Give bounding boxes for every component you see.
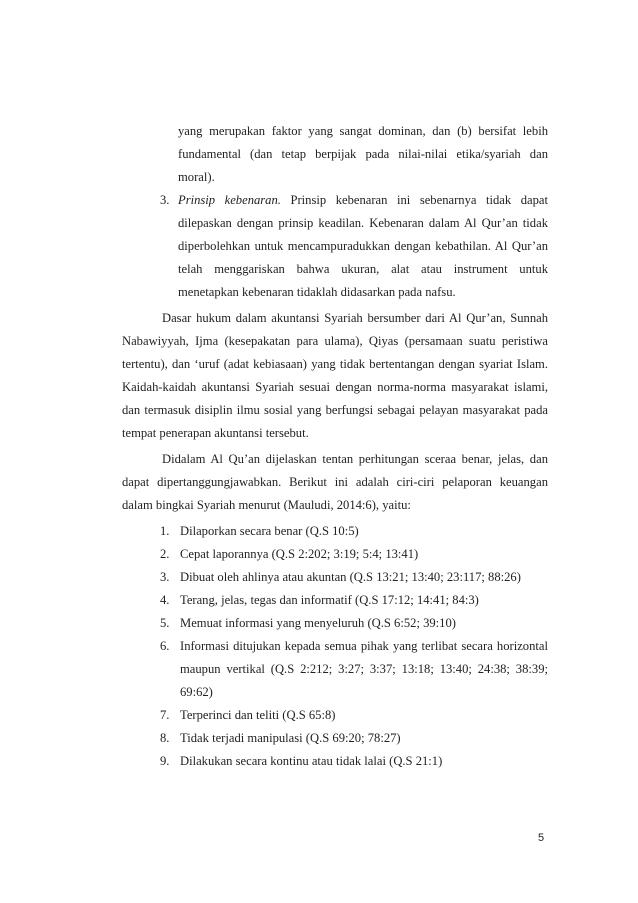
item3-line-1 bbox=[178, 192, 548, 208]
list-item-8-number: 8. bbox=[160, 731, 170, 745]
list-item-7: Terperinci dan teliti (Q.S 65:8) bbox=[180, 708, 336, 722]
para2-line-1: Didalam Al Qu’an dijelaskan tentan perhitungan sceraa benar, jelas, dan bbox=[162, 452, 548, 466]
list-item-2-number: 2. bbox=[160, 547, 170, 561]
page-number: 5 bbox=[538, 832, 545, 844]
list-item-7-number: 7. bbox=[160, 708, 170, 722]
para1-line-5: dan termasuk disiplin ilmu sosial yang berfungsi sebagai pelayan masyarakat pada bbox=[122, 403, 548, 417]
item3-first-rest: Prinsip kebenaran ini sebenarnya tidak dapat bbox=[280, 193, 548, 207]
cont-line-1: yang merupakan faktor yang sangat dominan, dan (b) bersifat lebih bbox=[178, 124, 548, 138]
list-item-6-line-3: 69:62) bbox=[180, 685, 213, 699]
list-item-5-number: 5. bbox=[160, 616, 170, 630]
para1-line-3: tertentu), dan ‘uruf (adat kebiasaan) yang tidak bertentangan dengan syariat Islam. bbox=[122, 357, 548, 371]
para1-line-6: tempat penerapan akuntansi tersebut. bbox=[122, 426, 309, 440]
list-item-5: Memuat informasi yang menyeluruh (Q.S 6:52; 39:10) bbox=[180, 616, 456, 630]
list-item-9-number: 9. bbox=[160, 754, 170, 768]
list-item-1: Dilaporkan secara benar (Q.S 10:5) bbox=[180, 524, 359, 538]
item3-line-3: diperbolehkan untuk mencampuradukkan dengan kebathilan. Al Qur’an bbox=[178, 239, 548, 253]
item3-line-4: telah menggariskan bahwa ukuran, alat atau instrument untuk bbox=[178, 262, 548, 276]
list-item-1-number: 1. bbox=[160, 524, 170, 538]
item3-line-5: menetapkan kebenaran tidaklah didasarkan pada nafsu. bbox=[178, 285, 456, 299]
item3-line-2: dilepaskan dengan prinsip keadilan. Kebenaran dalam Al Qur’an tidak bbox=[178, 216, 548, 230]
list-item-6-line-2: maupun vertikal (Q.S 2:212; 3:27; 3:37; 13:18; 13:40; 24:38; 38:39; bbox=[180, 662, 548, 676]
list-item-3-number: 3. bbox=[160, 570, 170, 584]
para2-line-3: dalam bingkai Syariah menurut (Mauludi, 2014:6), yaitu: bbox=[122, 498, 411, 512]
para1-line-4: Kaidah-kaidah akuntansi Syariah sesuai dengan norma-norma masyarakat islami, bbox=[122, 380, 548, 394]
list-item-9: Dilakukan secara kontinu atau tidak lalai (Q.S 21:1) bbox=[180, 754, 443, 768]
list-item-6: Informasi ditujukan kepada semua pihak yang terlibat secara horizontal bbox=[180, 639, 548, 653]
cont-line-2: fundamental (dan tetap berpijak pada nilai-nilai etika/syariah dan bbox=[178, 147, 548, 161]
para2-line-2: dapat dipertanggungjawabkan. Berikut ini adalah ciri-ciri pelaporan keuangan bbox=[122, 475, 548, 489]
item3-number: 3. bbox=[160, 193, 170, 207]
item3-title: Prinsip kebenaran. bbox=[178, 193, 281, 207]
list-item-6-number: 6. bbox=[160, 639, 170, 653]
list-item-3: Dibuat oleh ahlinya atau akuntan (Q.S 13:21; 13:40; 23:117; 88:26) bbox=[180, 570, 521, 584]
para1-line-2: Nabawiyyah, Ijma (kesepakatan para ulama), Qiyas (persamaan suatu peristiwa bbox=[122, 334, 548, 348]
list-item-8: Tidak terjadi manipulasi (Q.S 69:20; 78:27) bbox=[180, 731, 401, 745]
list-item-4-number: 4. bbox=[160, 593, 170, 607]
cont-line-3: moral). bbox=[178, 170, 215, 184]
para1-line-1: Dasar hukum dalam akuntansi Syariah bersumber dari Al Qur’an, Sunnah bbox=[162, 311, 548, 325]
list-item-2: Cepat laporannya (Q.S 2:202; 3:19; 5:4; 13:41) bbox=[180, 547, 419, 561]
list-item-4: Terang, jelas, tegas dan informatif (Q.S 17:12; 14:41; 84:3) bbox=[180, 593, 479, 607]
